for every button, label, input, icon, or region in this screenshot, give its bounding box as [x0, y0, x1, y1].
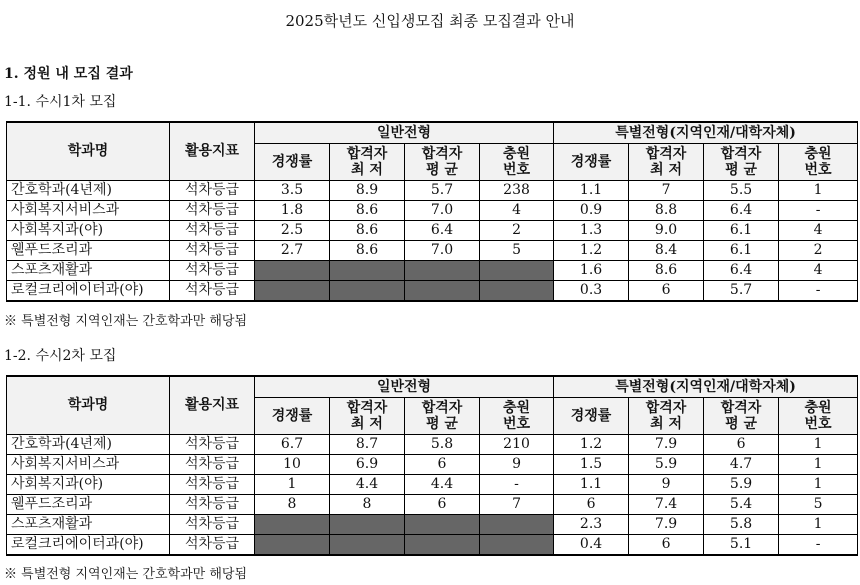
department-name: 사회복지과(야) [7, 221, 170, 241]
special-avg: 5.5 [704, 181, 779, 201]
special-min: 9.0 [629, 221, 704, 241]
header-department: 학과명 [7, 376, 170, 435]
general-avg: 7.0 [405, 201, 480, 221]
special-avg: 5.4 [704, 495, 779, 515]
indicator-cell: 석차등급 [170, 475, 255, 495]
indicator-cell: 석차등급 [170, 241, 255, 261]
table-row [7, 261, 858, 281]
general-charge: 9 [480, 455, 554, 475]
special-competition: 0.3 [554, 281, 629, 302]
header-competition: 경쟁률 [554, 398, 629, 435]
special-avg: 5.1 [704, 535, 779, 556]
general-charge: 210 [480, 435, 554, 455]
general-not-applicable [405, 281, 480, 302]
special-charge: 1 [779, 181, 858, 201]
special-avg: 6.4 [704, 261, 779, 281]
indicator-cell: 석차등급 [170, 455, 255, 475]
table-row [7, 201, 858, 221]
table-row [7, 281, 858, 302]
general-competition: 6.7 [255, 435, 330, 455]
general-min: 8.7 [330, 435, 405, 455]
general-charge: 7 [480, 495, 554, 515]
header-min: 합격자 최 저 [629, 144, 704, 181]
department-name: 스포츠재활과 [7, 261, 170, 281]
general-not-applicable [330, 281, 405, 302]
general-charge: 5 [480, 241, 554, 261]
header-indicator: 활용지표 [170, 122, 255, 181]
special-competition: 1.2 [554, 435, 629, 455]
table-row [7, 495, 858, 515]
header-department: 학과명 [7, 122, 170, 181]
department-name: 사회복지과(야) [7, 475, 170, 495]
department-name: 웰푸드조리과 [7, 495, 170, 515]
general-competition: 10 [255, 455, 330, 475]
general-not-applicable [480, 281, 554, 302]
special-charge: 1 [779, 455, 858, 475]
special-avg: 6.1 [704, 241, 779, 261]
header-competition: 경쟁률 [554, 144, 629, 181]
header-charge: 충원 번호 [480, 144, 554, 181]
table-row [7, 535, 858, 556]
special-min: 7.9 [629, 515, 704, 535]
header-charge: 충원 번호 [480, 398, 554, 435]
general-min: 8.6 [330, 241, 405, 261]
indicator-cell: 석차등급 [170, 201, 255, 221]
special-competition: 1.5 [554, 455, 629, 475]
indicator-cell: 석차등급 [170, 515, 255, 535]
general-charge: 238 [480, 181, 554, 201]
general-not-applicable [330, 261, 405, 281]
special-competition: 6 [554, 495, 629, 515]
table-row [7, 475, 858, 495]
general-min: 8.9 [330, 181, 405, 201]
general-not-applicable [405, 535, 480, 556]
department-name: 사회복지서비스과 [7, 201, 170, 221]
department-name: 로컬크리에이터과(야) [7, 535, 170, 556]
special-min: 9 [629, 475, 704, 495]
header-avg: 합격자 평 균 [704, 144, 779, 181]
special-competition: 1.1 [554, 475, 629, 495]
header-min: 합격자 최 저 [330, 144, 405, 181]
header-general: 일반전형 [255, 122, 554, 144]
special-avg: 5.9 [704, 475, 779, 495]
indicator-cell: 석차등급 [170, 261, 255, 281]
header-charge: 충원 번호 [779, 144, 858, 181]
department-name: 간호학과(4년제) [7, 435, 170, 455]
special-charge: 2 [779, 241, 858, 261]
special-charge: 5 [779, 495, 858, 515]
header-avg: 합격자 평 균 [405, 398, 480, 435]
header-competition: 경쟁률 [255, 398, 330, 435]
header-indicator: 활용지표 [170, 376, 255, 435]
general-not-applicable [405, 261, 480, 281]
general-competition: 1.8 [255, 201, 330, 221]
special-min: 8.4 [629, 241, 704, 261]
special-min: 6 [629, 535, 704, 556]
special-charge: - [779, 281, 858, 302]
general-avg: 5.8 [405, 435, 480, 455]
special-competition: 1.3 [554, 221, 629, 241]
table-row [7, 221, 858, 241]
special-competition: 1.1 [554, 181, 629, 201]
general-min: 6.9 [330, 455, 405, 475]
header-avg: 합격자 평 균 [405, 144, 480, 181]
general-not-applicable [255, 261, 330, 281]
note-round-2: ※ 특별전형 지역인재는 간호학과만 해당됨 [4, 567, 248, 582]
general-avg: 6 [405, 495, 480, 515]
general-competition: 2.5 [255, 221, 330, 241]
special-avg: 5.7 [704, 281, 779, 302]
general-not-applicable [255, 515, 330, 535]
header-special: 특별전형(지역인재/대학자체) [554, 122, 858, 144]
department-name: 간호학과(4년제) [7, 181, 170, 201]
special-competition: 1.6 [554, 261, 629, 281]
special-charge: - [779, 201, 858, 221]
department-name: 스포츠재활과 [7, 515, 170, 535]
special-competition: 0.9 [554, 201, 629, 221]
special-avg: 6.4 [704, 201, 779, 221]
general-charge: 4 [480, 201, 554, 221]
indicator-cell: 석차등급 [170, 535, 255, 556]
general-not-applicable [255, 281, 330, 302]
general-avg: 7.0 [405, 241, 480, 261]
special-min: 7.9 [629, 435, 704, 455]
table-row [7, 515, 858, 535]
results-table-round-2 [6, 375, 858, 556]
special-min: 7.4 [629, 495, 704, 515]
special-competition: 2.3 [554, 515, 629, 535]
table-row [7, 455, 858, 475]
general-min: 4.4 [330, 475, 405, 495]
note-round-1: ※ 특별전형 지역인재는 간호학과만 해당됨 [4, 314, 248, 329]
indicator-cell: 석차등급 [170, 435, 255, 455]
subtitle-round-2: 1-2. 수시2차 모집 [4, 348, 117, 364]
department-name: 로컬크리에이터과(야) [7, 281, 170, 302]
general-not-applicable [480, 515, 554, 535]
special-min: 6 [629, 281, 704, 302]
department-name: 사회복지서비스과 [7, 455, 170, 475]
header-avg: 합격자 평 균 [704, 398, 779, 435]
general-not-applicable [405, 515, 480, 535]
general-avg: 6.4 [405, 221, 480, 241]
general-not-applicable [480, 261, 554, 281]
department-name: 웰푸드조리과 [7, 241, 170, 261]
section-title: 1. 정원 내 모집 결과 [4, 66, 133, 82]
general-competition: 3.5 [255, 181, 330, 201]
subtitle-round-1: 1-1. 수시1차 모집 [4, 94, 117, 110]
special-avg: 6 [704, 435, 779, 455]
header-special: 특별전형(지역인재/대학자체) [554, 376, 858, 398]
results-table-round-1 [6, 121, 858, 302]
special-charge: 4 [779, 221, 858, 241]
general-avg: 5.7 [405, 181, 480, 201]
general-not-applicable [480, 535, 554, 556]
special-charge: 1 [779, 475, 858, 495]
header-general: 일반전형 [255, 376, 554, 398]
special-charge: 1 [779, 435, 858, 455]
header-charge: 충원 번호 [779, 398, 858, 435]
general-charge: 2 [480, 221, 554, 241]
general-min: 8.6 [330, 221, 405, 241]
indicator-cell: 석차등급 [170, 281, 255, 302]
general-min: 8.6 [330, 201, 405, 221]
general-competition: 8 [255, 495, 330, 515]
general-min: 8 [330, 495, 405, 515]
special-competition: 1.2 [554, 241, 629, 261]
table-row [7, 181, 858, 201]
general-charge: - [480, 475, 554, 495]
table-row [7, 241, 858, 261]
indicator-cell: 석차등급 [170, 495, 255, 515]
special-avg: 6.1 [704, 221, 779, 241]
header-competition: 경쟁률 [255, 144, 330, 181]
general-not-applicable [255, 535, 330, 556]
header-min: 합격자 최 저 [330, 398, 405, 435]
table-row [7, 435, 858, 455]
indicator-cell: 석차등급 [170, 181, 255, 201]
special-competition: 0.4 [554, 535, 629, 556]
special-min: 8.6 [629, 261, 704, 281]
special-min: 7 [629, 181, 704, 201]
special-avg: 4.7 [704, 455, 779, 475]
general-avg: 4.4 [405, 475, 480, 495]
special-charge: - [779, 535, 858, 556]
general-competition: 2.7 [255, 241, 330, 261]
special-charge: 1 [779, 515, 858, 535]
indicator-cell: 석차등급 [170, 221, 255, 241]
general-avg: 6 [405, 455, 480, 475]
special-min: 8.8 [629, 201, 704, 221]
page-title: 2025학년도 신입생모집 최종 모집결과 안내 [285, 12, 575, 30]
general-not-applicable [330, 535, 405, 556]
general-competition: 1 [255, 475, 330, 495]
special-avg: 5.8 [704, 515, 779, 535]
general-not-applicable [330, 515, 405, 535]
special-min: 5.9 [629, 455, 704, 475]
header-min: 합격자 최 저 [629, 398, 704, 435]
special-charge: 4 [779, 261, 858, 281]
